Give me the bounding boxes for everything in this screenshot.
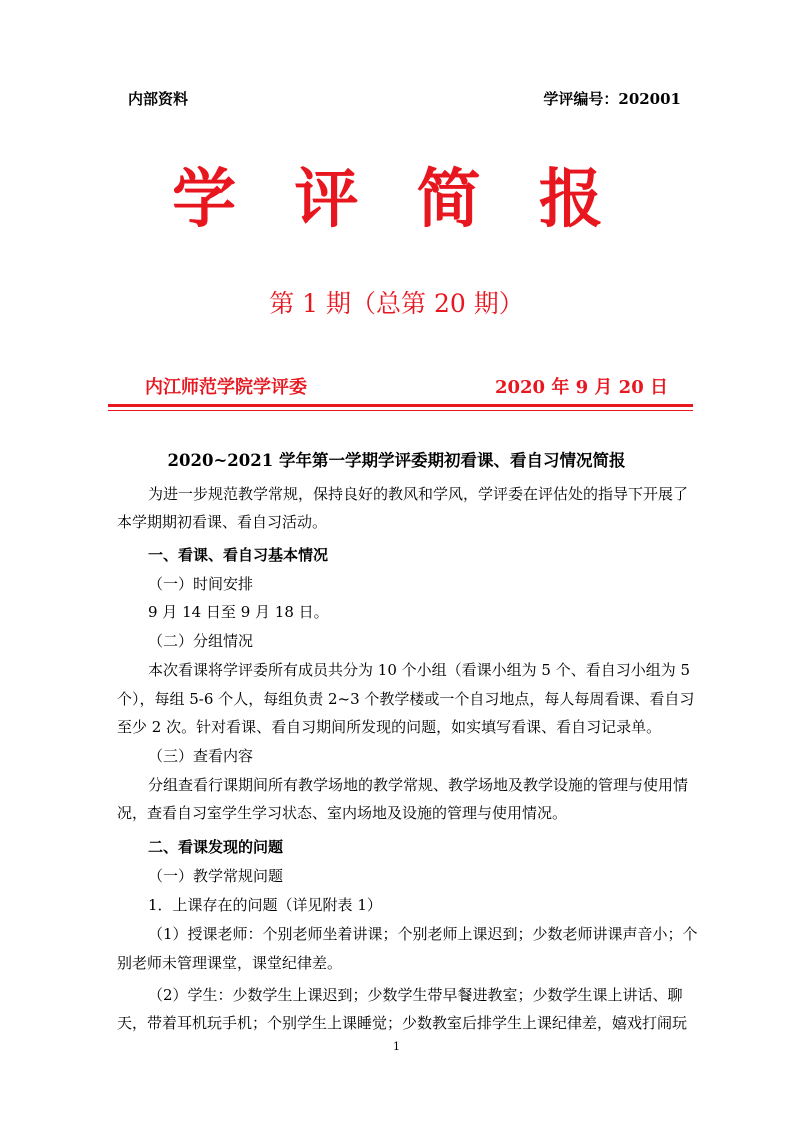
header-divider-thin [108, 410, 693, 411]
issue-number: 第 1 期（总第 20 期） [269, 289, 524, 318]
subsection-heading: （一）教学常规问题 [148, 867, 284, 885]
paragraph-line: 本次看课将学评委所有成员共分为 10 个小组（看课小组为 5 个、看自习小组为 5 [148, 661, 691, 679]
bulletin-title: 学 评 简 报 [172, 163, 621, 237]
paragraph-line: 本学期期初看课、看自习活动。 [117, 513, 328, 531]
page-number: 1 [393, 1040, 400, 1053]
paragraph-line: 至少 2 次。针对看课、看自习期间所发现的问题，如实填写看课、看自习记录单。 [117, 718, 662, 736]
paragraph-line: 况，查看自习室学生学习状态、室内场地及设施的管理与使用情况。 [117, 804, 568, 822]
header-divider-thick [108, 404, 693, 407]
publish-date: 2020 年 9 月 20 日 [494, 377, 668, 398]
publisher-org: 内江师范学院学评委 [145, 377, 307, 398]
section-heading: 二、看课发现的问题 [148, 838, 284, 856]
subsection-heading: （二）分组情况 [148, 632, 254, 650]
subsection-heading: （三）查看内容 [148, 747, 254, 765]
paragraph-line: 个），每组 5-6 个人，每组负责 2~3 个教学楼或一个自习地点，每人每周看课、看自习 [117, 690, 695, 708]
review-number-label: 学评编号：202001 [543, 90, 681, 108]
section-heading: 一、看课、看自习基本情况 [148, 546, 329, 564]
paragraph-line: （1）授课老师：个别老师坐着讲课；个别老师上课迟到；少数老师讲课声音小；个 [148, 925, 698, 943]
paragraph-line: 别老师未管理课堂，课堂纪律差。 [117, 954, 343, 972]
list-item-heading: 1．上课存在的问题（详见附表 1） [148, 896, 382, 914]
internal-material-label: 内部资料 [128, 90, 189, 108]
paragraph-line: （2）学生：少数学生上课迟到；少数学生带早餐进教室；少数学生课上讲话、聊 [148, 986, 683, 1004]
paragraph-line: 9 月 14 日至 9 月 18 日。 [148, 603, 329, 621]
subsection-heading: （一）时间安排 [148, 575, 254, 593]
paragraph-line: 天，带着耳机玩手机；个别学生上课睡觉；少数教室后排学生上课纪律差，嬉戏打闹玩 [117, 1014, 688, 1032]
paragraph-line: 为进一步规范教学常规，保持良好的教风和学风，学评委在评估处的指导下开展了 [148, 485, 689, 503]
paragraph-line: 分组查看行课期间所有教学场地的教学常规、教学场地及教学设施的管理与使用情 [148, 776, 689, 794]
document-title: 2020~2021 学年第一学期学评委期初看课、看自习情况简报 [167, 451, 626, 470]
